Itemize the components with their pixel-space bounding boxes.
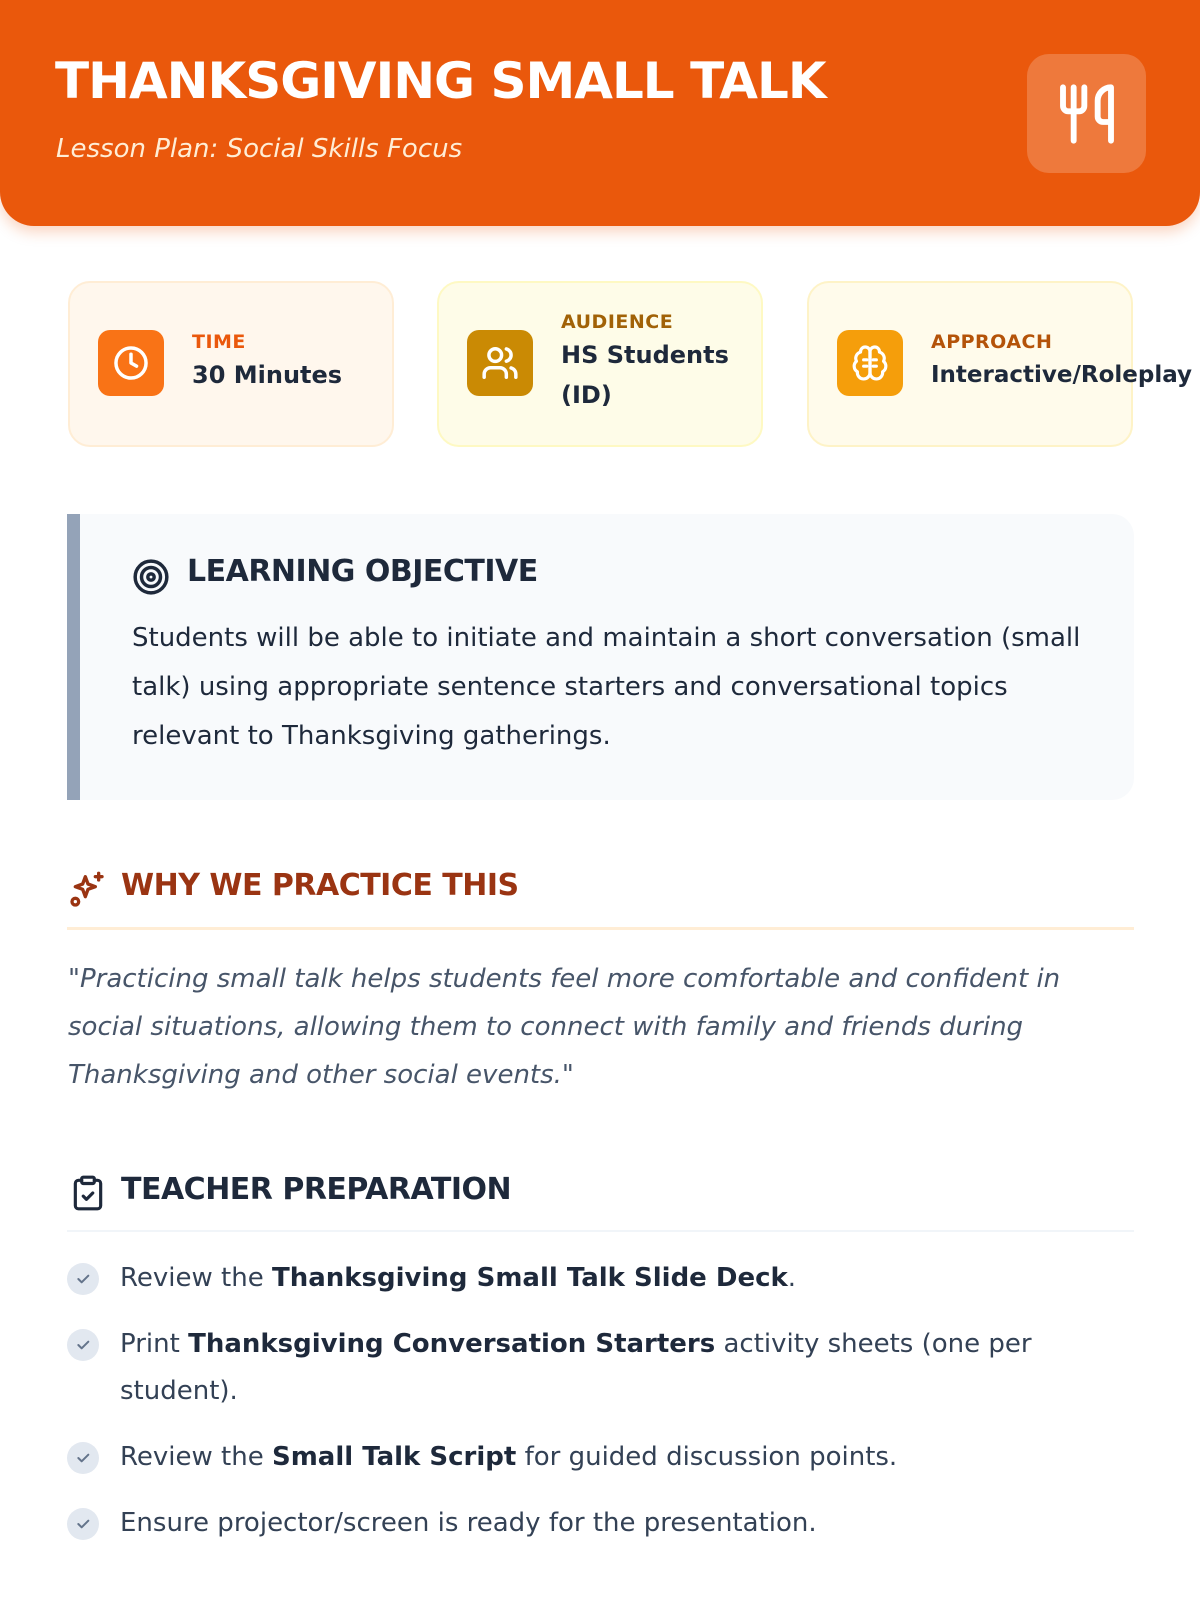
objective-title: LEARNING OBJECTIVE: [187, 554, 538, 589]
sparkles-icon: [67, 870, 107, 914]
check-icon: [67, 1263, 99, 1295]
prep-title: TEACHER PREPARATION: [121, 1172, 512, 1207]
time-value: 30 Minutes: [192, 361, 343, 389]
time-card: [68, 281, 394, 447]
page-subtitle: Lesson Plan: Social Skills Focus: [56, 134, 463, 164]
why-quote: "Practicing small talk helps students feel more comfortable and confident in social situations, allowing them to connect with family and friends during Thanksgiving and other social events.": [68, 964, 1061, 1090]
header-banner: [0, 0, 1200, 226]
check-icon: [67, 1442, 99, 1474]
audience-card: [437, 281, 763, 447]
clock-icon: [98, 330, 164, 396]
divider: [67, 927, 1134, 930]
divider: [67, 1230, 1134, 1232]
check-icon: [67, 1329, 99, 1361]
objective-text: Students will be able to initiate and maintain a short conversation (small talk) using appropriate sentence starters and conversational topics relevant to Thanksgiving gatherings.: [132, 623, 1081, 751]
approach-card: [807, 281, 1193, 447]
list-item-text: Review the Thanksgiving Small Talk Slide Deck.: [120, 1263, 797, 1293]
page-title: THANKSGIVING SMALL TALK: [55, 52, 826, 110]
why-title: WHY WE PRACTICE THIS: [121, 868, 519, 903]
time-label: TIME: [192, 331, 246, 353]
check-icon: [67, 1508, 99, 1540]
learning-objective-panel: [67, 514, 1134, 800]
audience-value: HS Students (ID): [561, 341, 729, 409]
users-icon: [467, 330, 533, 396]
list-item-text: Review the Small Talk Script for guided discussion points.: [120, 1442, 898, 1472]
brain-icon: [837, 330, 903, 396]
audience-label: AUDIENCE: [561, 311, 674, 333]
list-item-text: Ensure projector/screen is ready for the presentation.: [120, 1508, 817, 1538]
clipboard-check-icon: [69, 1174, 107, 1216]
approach-value: Interactive/Roleplay: [931, 362, 1193, 388]
list-item-text: Print Thanksgiving Conversation Starters activity sheets (one per student).: [120, 1329, 1032, 1406]
approach-label: APPROACH: [931, 331, 1053, 353]
utensils-icon: [1027, 54, 1146, 173]
target-icon: [132, 558, 170, 600]
